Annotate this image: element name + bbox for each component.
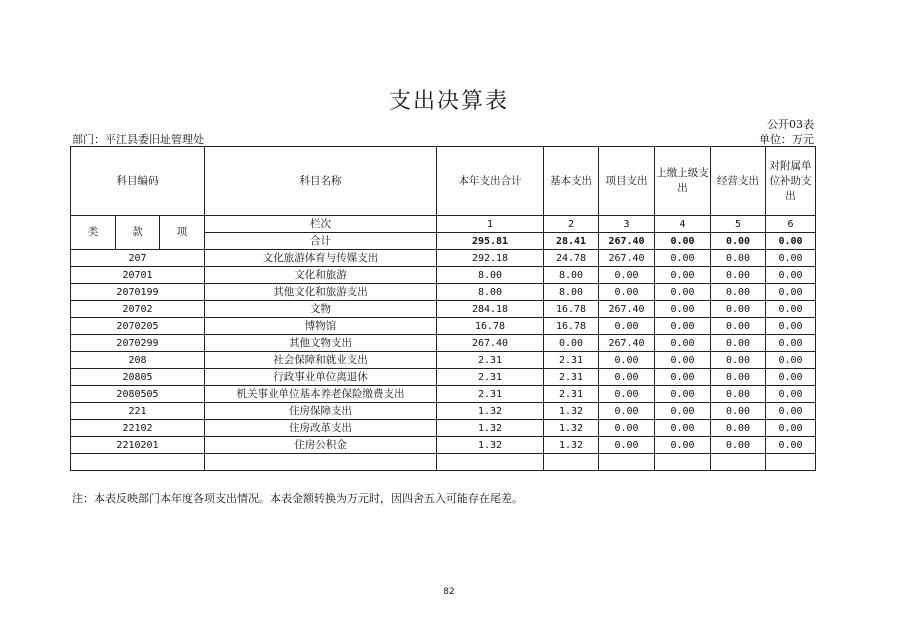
amount-cell: 0.00 (655, 301, 711, 318)
amount-cell: 2.31 (544, 369, 599, 386)
amount-cell: 267.40 (599, 250, 655, 267)
table-row (71, 386, 816, 403)
amount-cell: 267.40 (599, 301, 655, 318)
amount-cell: 0.00 (599, 284, 655, 301)
amount-cell: 0.00 (711, 301, 766, 318)
amount-cell: 1.32 (437, 420, 544, 437)
amount-cell: 0.00 (655, 420, 711, 437)
footnote: 注：本表反映部门本年度各项支出情况。本表金额转换为万元时，因四舍五入可能存在尾差。 (72, 492, 523, 505)
page-number: 82 (443, 587, 455, 597)
table-row (71, 420, 816, 437)
form-number: 公开03表 (767, 118, 814, 131)
amount-cell: 0.00 (655, 386, 711, 403)
column-label: 栏次 (205, 216, 437, 233)
amount-cell: 0.00 (599, 369, 655, 386)
total-label: 合计 (205, 233, 437, 250)
subject-code: 20701 (71, 267, 205, 284)
subject-name: 社会保障和就业支出 (205, 352, 437, 369)
subject-name: 住房公积金 (205, 437, 437, 454)
amount-cell: 0.00 (766, 267, 816, 284)
table-row (71, 301, 816, 318)
table-row (71, 403, 816, 420)
col-num: 3 (599, 216, 655, 233)
subject-name (205, 454, 437, 471)
table-row (71, 318, 816, 335)
amount-cell: 2.31 (437, 386, 544, 403)
amount-cell: 0.00 (655, 335, 711, 352)
table-row (71, 284, 816, 301)
amount-cell (655, 454, 711, 471)
amount-cell: 0.00 (711, 369, 766, 386)
amount-cell: 0.00 (711, 386, 766, 403)
total-value: 295.81 (437, 233, 544, 250)
table-row (71, 437, 816, 454)
amount-cell: 0.00 (655, 352, 711, 369)
subject-name: 其他文化和旅游支出 (205, 284, 437, 301)
unit-label: 单位：万元 (759, 133, 814, 146)
amount-cell: 0.00 (711, 318, 766, 335)
subject-name: 其他文物支出 (205, 335, 437, 352)
header-basic: 基本支出 (544, 147, 599, 216)
amount-cell: 0.00 (711, 403, 766, 420)
amount-cell: 0.00 (711, 250, 766, 267)
subject-code: 2070199 (71, 284, 205, 301)
header-subsidy: 对附属单位补助支出 (766, 147, 816, 216)
col-num: 2 (544, 216, 599, 233)
amount-cell: 0.00 (655, 369, 711, 386)
col-num: 1 (437, 216, 544, 233)
total-value: 0.00 (711, 233, 766, 250)
amount-cell: 0.00 (599, 318, 655, 335)
amount-cell: 0.00 (711, 267, 766, 284)
amount-cell: 0.00 (766, 437, 816, 454)
amount-cell: 2.31 (544, 386, 599, 403)
amount-cell (437, 454, 544, 471)
amount-cell: 1.32 (544, 403, 599, 420)
header-total: 本年支出合计 (437, 147, 544, 216)
header-lei: 类 (71, 216, 116, 250)
amount-cell: 16.78 (544, 301, 599, 318)
amount-cell: 8.00 (437, 284, 544, 301)
col-num: 6 (766, 216, 816, 233)
amount-cell: 8.00 (544, 284, 599, 301)
amount-cell: 0.00 (711, 420, 766, 437)
amount-cell: 0.00 (766, 284, 816, 301)
subject-code: 2070299 (71, 335, 205, 352)
amount-cell: 0.00 (766, 369, 816, 386)
total-value: 267.40 (599, 233, 655, 250)
subject-name: 住房保障支出 (205, 403, 437, 420)
amount-cell: 0.00 (599, 386, 655, 403)
subject-code: 2080505 (71, 386, 205, 403)
amount-cell: 0.00 (766, 352, 816, 369)
header-upper: 上缴上级支出 (655, 147, 711, 216)
header-xiang: 项 (160, 216, 205, 250)
amount-cell: 0.00 (599, 352, 655, 369)
amount-cell: 0.00 (711, 335, 766, 352)
amount-cell: 0.00 (599, 420, 655, 437)
amount-cell: 0.00 (655, 284, 711, 301)
amount-cell: 284.18 (437, 301, 544, 318)
amount-cell: 0.00 (766, 301, 816, 318)
amount-cell (599, 454, 655, 471)
table-row (71, 352, 816, 369)
subject-name: 行政事业单位离退休 (205, 369, 437, 386)
amount-cell: 0.00 (655, 318, 711, 335)
subject-code: 22102 (71, 420, 205, 437)
amount-cell: 0.00 (599, 403, 655, 420)
subject-code: 20702 (71, 301, 205, 318)
amount-cell: 267.40 (599, 335, 655, 352)
table-row (71, 250, 816, 267)
header-business: 经营支出 (711, 147, 766, 216)
amount-cell: 1.32 (544, 420, 599, 437)
total-value: 0.00 (766, 233, 816, 250)
amount-cell: 0.00 (766, 318, 816, 335)
amount-cell: 8.00 (544, 267, 599, 284)
amount-cell: 0.00 (599, 437, 655, 454)
header-kuan: 款 (116, 216, 160, 250)
table-row (71, 369, 816, 386)
amount-cell: 0.00 (599, 267, 655, 284)
amount-cell: 267.40 (437, 335, 544, 352)
column-number-row (71, 216, 816, 233)
amount-cell: 0.00 (711, 284, 766, 301)
table-row (71, 335, 816, 352)
table-row (71, 454, 816, 471)
subject-name: 机关事业单位基本养老保险缴费支出 (205, 386, 437, 403)
amount-cell: 24.78 (544, 250, 599, 267)
subject-name: 博物馆 (205, 318, 437, 335)
subject-name: 文物 (205, 301, 437, 318)
amount-cell: 0.00 (711, 437, 766, 454)
amount-cell (544, 454, 599, 471)
amount-cell: 0.00 (766, 335, 816, 352)
header-project: 项目支出 (599, 147, 655, 216)
expenditure-table (70, 146, 816, 471)
subject-code: 2070205 (71, 318, 205, 335)
amount-cell: 8.00 (437, 267, 544, 284)
amount-cell: 292.18 (437, 250, 544, 267)
subject-name: 文化和旅游 (205, 267, 437, 284)
header-code: 科目编码 (71, 147, 205, 216)
department-label: 部门：平江县委旧址管理处 (72, 133, 204, 146)
amount-cell: 2.31 (544, 352, 599, 369)
subject-code: 207 (71, 250, 205, 267)
amount-cell: 0.00 (766, 403, 816, 420)
subject-code: 20805 (71, 369, 205, 386)
amount-cell: 0.00 (766, 250, 816, 267)
total-value: 0.00 (655, 233, 711, 250)
col-num: 4 (655, 216, 711, 233)
amount-cell: 0.00 (655, 267, 711, 284)
header-row (71, 147, 816, 216)
header-name: 科目名称 (205, 147, 437, 216)
amount-cell: 0.00 (766, 420, 816, 437)
amount-cell: 1.32 (544, 437, 599, 454)
subject-code: 208 (71, 352, 205, 369)
subject-code: 221 (71, 403, 205, 420)
page-title: 支出决算表 (388, 89, 509, 114)
amount-cell: 1.32 (437, 437, 544, 454)
table-row (71, 267, 816, 284)
subject-code: 2210201 (71, 437, 205, 454)
amount-cell: 0.00 (655, 250, 711, 267)
amount-cell: 2.31 (437, 369, 544, 386)
amount-cell: 0.00 (711, 352, 766, 369)
total-value: 28.41 (544, 233, 599, 250)
subject-code (71, 454, 205, 471)
amount-cell: 2.31 (437, 352, 544, 369)
amount-cell: 0.00 (655, 437, 711, 454)
subject-name: 文化旅游体育与传媒支出 (205, 250, 437, 267)
amount-cell: 16.78 (437, 318, 544, 335)
amount-cell: 0.00 (544, 335, 599, 352)
col-num: 5 (711, 216, 766, 233)
amount-cell (766, 454, 816, 471)
subject-name: 住房改革支出 (205, 420, 437, 437)
amount-cell: 0.00 (655, 403, 711, 420)
amount-cell: 0.00 (766, 386, 816, 403)
amount-cell: 16.78 (544, 318, 599, 335)
amount-cell (711, 454, 766, 471)
amount-cell: 1.32 (437, 403, 544, 420)
